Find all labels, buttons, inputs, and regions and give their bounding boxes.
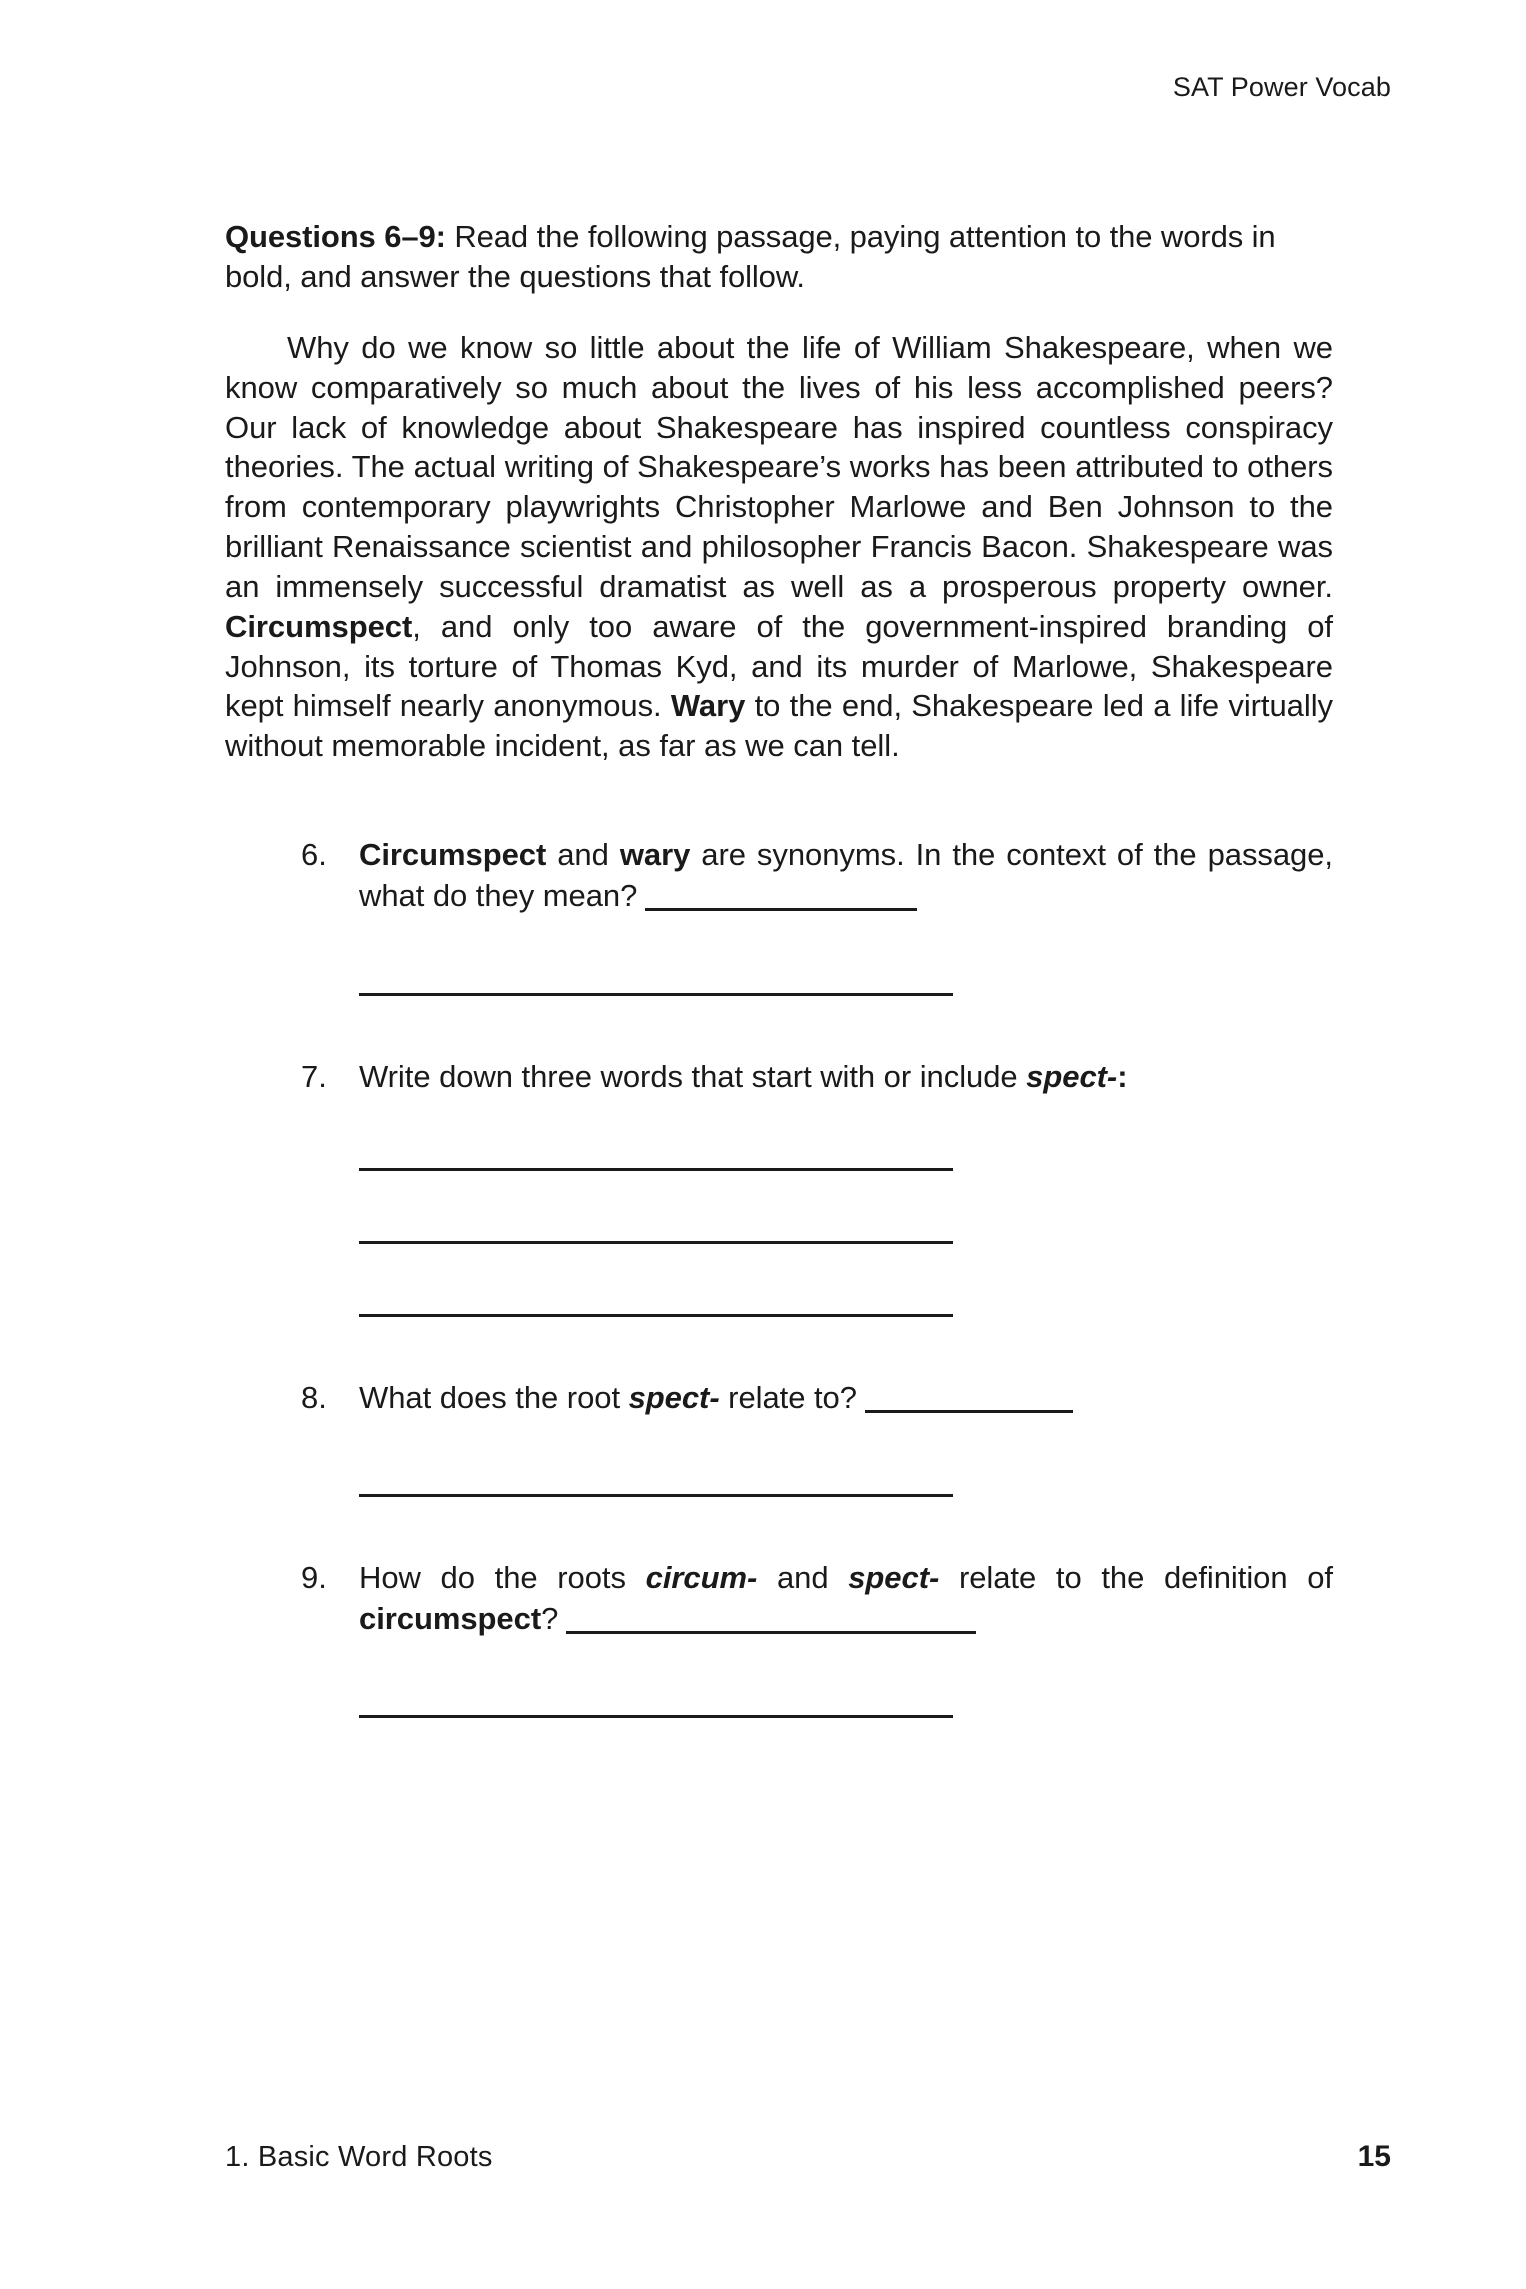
question-text-9 [359, 1557, 1333, 1639]
running-head: SAT Power Vocab [1172, 72, 1391, 102]
q8-root-spect: spect- [628, 1379, 720, 1415]
instruction-text: Read the following passage, paying attention to the words in bold, and answer the questions that follow. [225, 219, 1276, 294]
footer-chapter-label: 1. Basic Word Roots [225, 2141, 493, 2173]
instruction-label: Questions 6–9: [225, 219, 446, 254]
q9-root-spect: spect- [848, 1559, 940, 1595]
answer-blank-q7-3[interactable] [359, 1314, 953, 1317]
q7-root-spect: spect- [1026, 1058, 1118, 1094]
q8-seg-0: What does the root [359, 1379, 629, 1415]
answer-line-row-q6 [225, 917, 1333, 1012]
question-item-8 [225, 1377, 1333, 1418]
answer-line-row-q7-3 [225, 1260, 1333, 1333]
answer-blank-q8-1[interactable] [359, 1494, 953, 1497]
question-item-6 [225, 834, 1333, 916]
answer-line-row-q8 [225, 1418, 1333, 1513]
answer-blank-q7-1[interactable] [359, 1168, 953, 1171]
passage-part-2: , and only too aware of the government-inspired branding of Johnson, its torture of Thomas Kyd, and its murder of Marlowe, Shakespeare kept himself nearly anonymous. [225, 608, 1333, 724]
q6-seg-3: are synonyms. In the context of the passage, what do they mean? [359, 837, 1333, 914]
spacer [225, 1513, 1333, 1557]
passage-bold-circumspect: Circumspect [225, 608, 413, 644]
q6-term-wary: wary [619, 837, 691, 873]
question-number-9: 9. [301, 1559, 327, 1595]
page-content [225, 186, 1333, 1734]
questions-list [225, 808, 1333, 1734]
q9-seg-0: How do the roots [359, 1559, 646, 1595]
answer-line-row-q7-1 [225, 1097, 1333, 1187]
question-text-7 [359, 1056, 1333, 1097]
spacer [225, 1012, 1333, 1056]
q9-seg-4: relate to the definition of [939, 1559, 1333, 1595]
passage-part-3: to the end, Shakespeare led a life virtually without memorable incident, as far as we can tell. [225, 688, 1333, 764]
footer-page-number: 15 [1357, 2140, 1391, 2173]
answer-blank-q7-2[interactable] [359, 1241, 953, 1244]
q8-seg-2: relate to? [719, 1379, 857, 1415]
spacer [225, 1333, 1333, 1377]
q9-seg-2: and [757, 1559, 849, 1595]
question-number-7: 7. [301, 1058, 327, 1094]
answer-blank-q6-1[interactable] [359, 993, 953, 996]
spacer [225, 808, 1333, 834]
q9-root-circum: circum- [645, 1559, 758, 1595]
answer-line-row-q7-2 [225, 1187, 1333, 1260]
answer-blank-q9-1[interactable] [359, 1715, 953, 1718]
question-number-8: 8. [301, 1379, 327, 1415]
question-item-7 [225, 1056, 1333, 1097]
question-text-6 [359, 834, 1333, 916]
q7-colon: : [1117, 1058, 1128, 1094]
answer-blank-inline-q9[interactable] [566, 1631, 976, 1634]
q9-seg-6: ? [541, 1601, 559, 1637]
passage-bold-wary: Wary [670, 688, 746, 724]
instruction-line [225, 217, 1333, 297]
reading-passage [225, 328, 1333, 766]
question-number-6: 6. [301, 837, 327, 873]
passage-part-1: Why do we know so little about the life of William Shakespeare, when we know comparatively so much about the lives of his less accomplished peers? Our lack of knowledge about Shakespeare has inspired countless conspiracy theories. The actual writing of Shakespeare’s works has been attributed to others from contemporary playwrights Christopher Marlowe and Ben Johnson to the brilliant Renaissance scientist and philosopher Francis Bacon. Shakespeare was an immensely successful dramatist as well as a prosperous property owner. [225, 329, 1333, 604]
q6-seg-1: and [546, 837, 620, 873]
q9-term-circumspect: circumspect [359, 1601, 542, 1637]
question-item-9 [225, 1557, 1333, 1639]
page-footer [225, 2140, 1391, 2174]
q7-seg-0: Write down three words that start with or include [359, 1058, 1027, 1094]
answer-line-row-q9 [225, 1639, 1333, 1734]
answer-blank-inline-q6[interactable] [645, 908, 917, 911]
question-text-8 [359, 1377, 1333, 1418]
answer-blank-inline-q8[interactable] [865, 1410, 1073, 1413]
q6-term-circumspect: Circumspect [359, 837, 547, 873]
